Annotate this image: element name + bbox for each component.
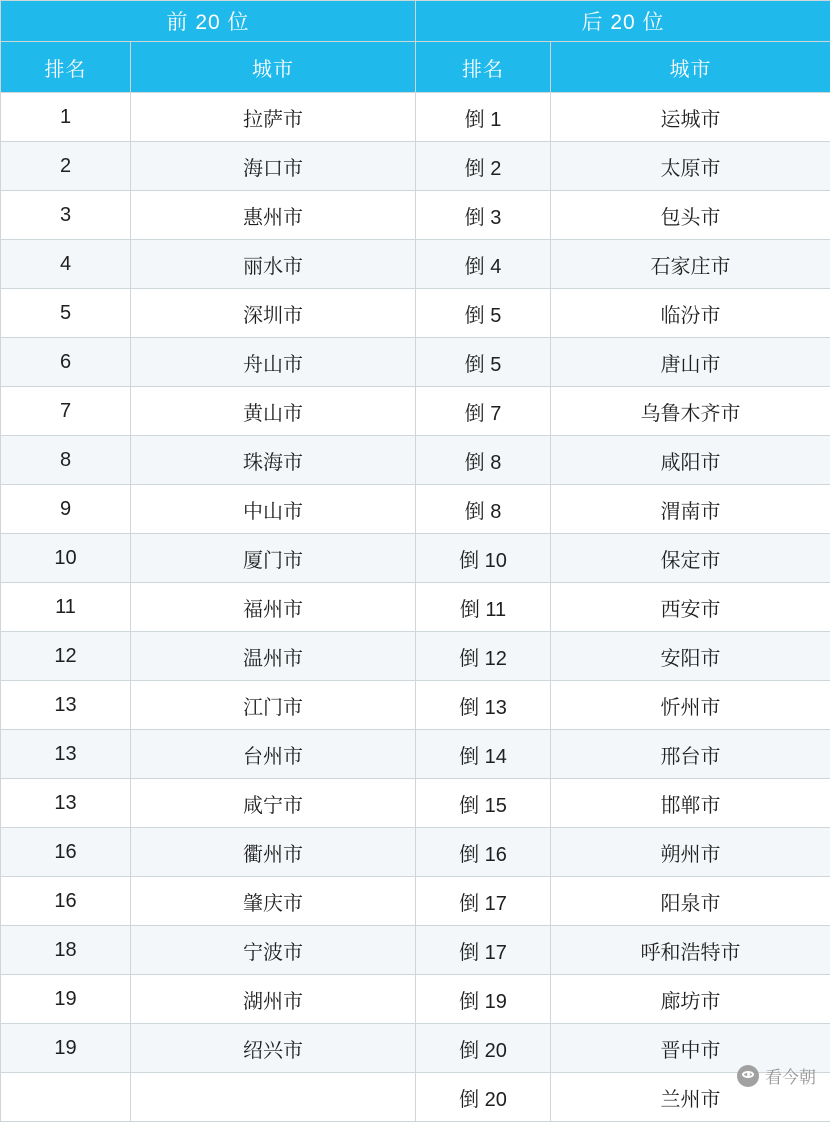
cell-rank-right: 倒 13: [416, 681, 551, 730]
cell-city-right: 临汾市: [551, 289, 830, 338]
cell-city-right: 保定市: [551, 534, 830, 583]
cell-rank-left: 3: [1, 191, 131, 240]
table-row: [1, 828, 830, 877]
cell-rank-left: 5: [1, 289, 131, 338]
cell-rank-left: 19: [1, 1024, 131, 1073]
cell-city-left: 台州市: [131, 730, 416, 779]
table-row: [1, 975, 830, 1024]
cell-city-right: 西安市: [551, 583, 830, 632]
cell-rank-right: 倒 5: [416, 289, 551, 338]
table-row: [1, 681, 830, 730]
column-header-rank-right: 排名: [416, 42, 551, 93]
cell-rank-left: 19: [1, 975, 131, 1024]
cell-city-left: 衢州市: [131, 828, 416, 877]
cell-rank-right: 倒 10: [416, 534, 551, 583]
cell-rank-right: 倒 17: [416, 877, 551, 926]
cell-rank-right: 倒 19: [416, 975, 551, 1024]
cell-city-left: 温州市: [131, 632, 416, 681]
column-header-rank-left: 排名: [1, 42, 131, 93]
cell-city-right: 阳泉市: [551, 877, 830, 926]
cell-rank-right: 倒 4: [416, 240, 551, 289]
cell-rank-left: 18: [1, 926, 131, 975]
cell-city-left: 咸宁市: [131, 779, 416, 828]
cell-city-left: 深圳市: [131, 289, 416, 338]
cell-city-left: 海口市: [131, 142, 416, 191]
cell-rank-left: 8: [1, 436, 131, 485]
table-row: [1, 877, 830, 926]
cell-city-left: 湖州市: [131, 975, 416, 1024]
cell-city-right: 廊坊市: [551, 975, 830, 1024]
cell-city-right: 晋中市: [551, 1024, 830, 1073]
cell-city-right: 包头市: [551, 191, 830, 240]
cell-rank-left: 6: [1, 338, 131, 387]
cell-rank-left: 7: [1, 387, 131, 436]
cell-rank-right: 倒 8: [416, 436, 551, 485]
cell-rank-left: 11: [1, 583, 131, 632]
cell-city-right: 呼和浩特市: [551, 926, 830, 975]
cell-city-right: 唐山市: [551, 338, 830, 387]
cell-rank-right: 倒 3: [416, 191, 551, 240]
table-row: [1, 436, 830, 485]
cell-rank-left: 12: [1, 632, 131, 681]
cell-rank-right: 倒 14: [416, 730, 551, 779]
cell-rank-right: 倒 8: [416, 485, 551, 534]
cell-city-left: 舟山市: [131, 338, 416, 387]
cell-rank-left: 2: [1, 142, 131, 191]
cell-city-left: 肇庆市: [131, 877, 416, 926]
cell-rank-right: 倒 17: [416, 926, 551, 975]
group-header-bottom20: 后 20 位: [416, 1, 830, 42]
cell-city-left: 宁波市: [131, 926, 416, 975]
cell-city-right: 邯郸市: [551, 779, 830, 828]
cell-city-left: 黄山市: [131, 387, 416, 436]
cell-city-left: 厦门市: [131, 534, 416, 583]
watermark-label: 看今朝: [765, 1063, 816, 1088]
table-row: [1, 387, 830, 436]
cell-city-right: 兰州市: [551, 1073, 830, 1122]
cell-city-left: 绍兴市: [131, 1024, 416, 1073]
column-header-row: [1, 42, 830, 93]
cell-rank-left: [1, 1073, 131, 1122]
cell-city-left: [131, 1073, 416, 1122]
cell-rank-right: 倒 7: [416, 387, 551, 436]
table-row: [1, 632, 830, 681]
group-header-top20: 前 20 位: [1, 1, 416, 42]
cell-city-left: 丽水市: [131, 240, 416, 289]
cell-rank-left: 16: [1, 828, 131, 877]
cell-rank-left: 13: [1, 779, 131, 828]
cell-city-right: 咸阳市: [551, 436, 830, 485]
group-header-row: [1, 1, 830, 42]
cell-city-left: 福州市: [131, 583, 416, 632]
table-row: [1, 926, 830, 975]
column-header-city-left: 城市: [131, 42, 416, 93]
cell-rank-left: 1: [1, 93, 131, 142]
table-row: [1, 240, 830, 289]
cell-city-left: 拉萨市: [131, 93, 416, 142]
table-row: [1, 93, 830, 142]
table-row: [1, 1024, 830, 1073]
cell-city-left: 珠海市: [131, 436, 416, 485]
cell-rank-left: 16: [1, 877, 131, 926]
table-row: [1, 338, 830, 387]
cell-city-right: 安阳市: [551, 632, 830, 681]
cell-city-left: 江门市: [131, 681, 416, 730]
table-row: [1, 485, 830, 534]
cell-city-right: 邢台市: [551, 730, 830, 779]
cell-rank-right: 倒 5: [416, 338, 551, 387]
table-row: [1, 289, 830, 338]
cell-rank-right: 倒 20: [416, 1073, 551, 1122]
cell-rank-left: 4: [1, 240, 131, 289]
table-row: [1, 1073, 830, 1122]
cell-city-right: 渭南市: [551, 485, 830, 534]
table-row: [1, 534, 830, 583]
cell-rank-left: 13: [1, 681, 131, 730]
table-row: [1, 583, 830, 632]
cell-rank-right: 倒 12: [416, 632, 551, 681]
cell-rank-right: 倒 11: [416, 583, 551, 632]
cell-rank-left: 10: [1, 534, 131, 583]
cell-city-right: 太原市: [551, 142, 830, 191]
cell-city-right: 运城市: [551, 93, 830, 142]
cell-city-left: 中山市: [131, 485, 416, 534]
cell-rank-right: 倒 15: [416, 779, 551, 828]
cell-rank-left: 9: [1, 485, 131, 534]
column-header-city-right: 城市: [551, 42, 830, 93]
cell-rank-right: 倒 20: [416, 1024, 551, 1073]
cell-rank-right: 倒 1: [416, 93, 551, 142]
cell-city-left: 惠州市: [131, 191, 416, 240]
cell-city-right: 朔州市: [551, 828, 830, 877]
table-row: [1, 730, 830, 779]
cell-city-right: 乌鲁木齐市: [551, 387, 830, 436]
table-row: [1, 191, 830, 240]
watermark: [737, 1063, 816, 1088]
cell-city-right: 石家庄市: [551, 240, 830, 289]
table-row: [1, 779, 830, 828]
eye-icon: [737, 1065, 759, 1087]
cell-rank-left: 13: [1, 730, 131, 779]
cell-rank-right: 倒 2: [416, 142, 551, 191]
cell-city-right: 忻州市: [551, 681, 830, 730]
cell-rank-right: 倒 16: [416, 828, 551, 877]
table-row: [1, 142, 830, 191]
